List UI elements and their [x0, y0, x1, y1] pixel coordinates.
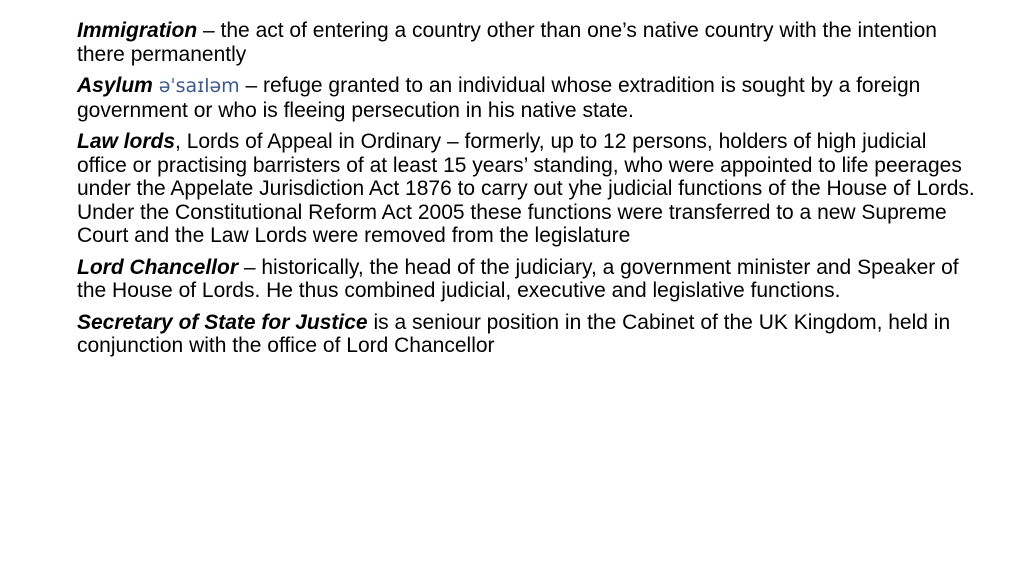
entry-asylum: [77, 74, 977, 122]
definition-asylum: – refuge granted to an individual whose extradition is sought by a foreign government or who is fleeing persecution in his native state.: [77, 74, 921, 122]
entry-immigration: [77, 19, 977, 66]
term-lord-chancellor: Lord Chancellor: [77, 255, 239, 279]
glossary-content: [77, 19, 977, 366]
term-asylum: Asylum: [77, 74, 153, 97]
term-secretary-of-state: Secretary of State for Justice: [77, 310, 368, 334]
term-immigration: Immigration: [77, 19, 198, 42]
pronunciation-asylum: əˈsaɪləm: [158, 75, 240, 97]
entry-lord-chancellor: [77, 256, 977, 303]
definition-secretary-of-state: is a seniour position in the Cabinet of the UK Kingdom, held in conjunction with the office of Lord Chancellor: [77, 310, 951, 357]
definition-immigration: – the act of entering a country other than one’s native country with the intention there permanently: [77, 19, 937, 66]
definition-lord-chancellor: – historically, the head of the judiciary, a government minister and Speaker of the House of Lords. He thus combined judicial, executive and legislative functions.: [77, 255, 959, 302]
definition-law-lords: , Lords of Appeal in Ordinary – formerly, up to 12 persons, holders of high judicial office or practising barristers of at least 15 years’ standing, who were appointed to life peerages under the Appelate Jurisdiction Act 1876 to carry out yhe judicial functions of the House of Lords. Under the Constitutional Reform Act 2005 these functions were transferred to a new Supreme Court and the Law Lords were removed from the legislature: [77, 130, 975, 247]
term-law-lords: Law lords: [77, 130, 176, 153]
entry-secretary-of-state: [77, 311, 977, 358]
entry-law-lords: [77, 130, 977, 248]
